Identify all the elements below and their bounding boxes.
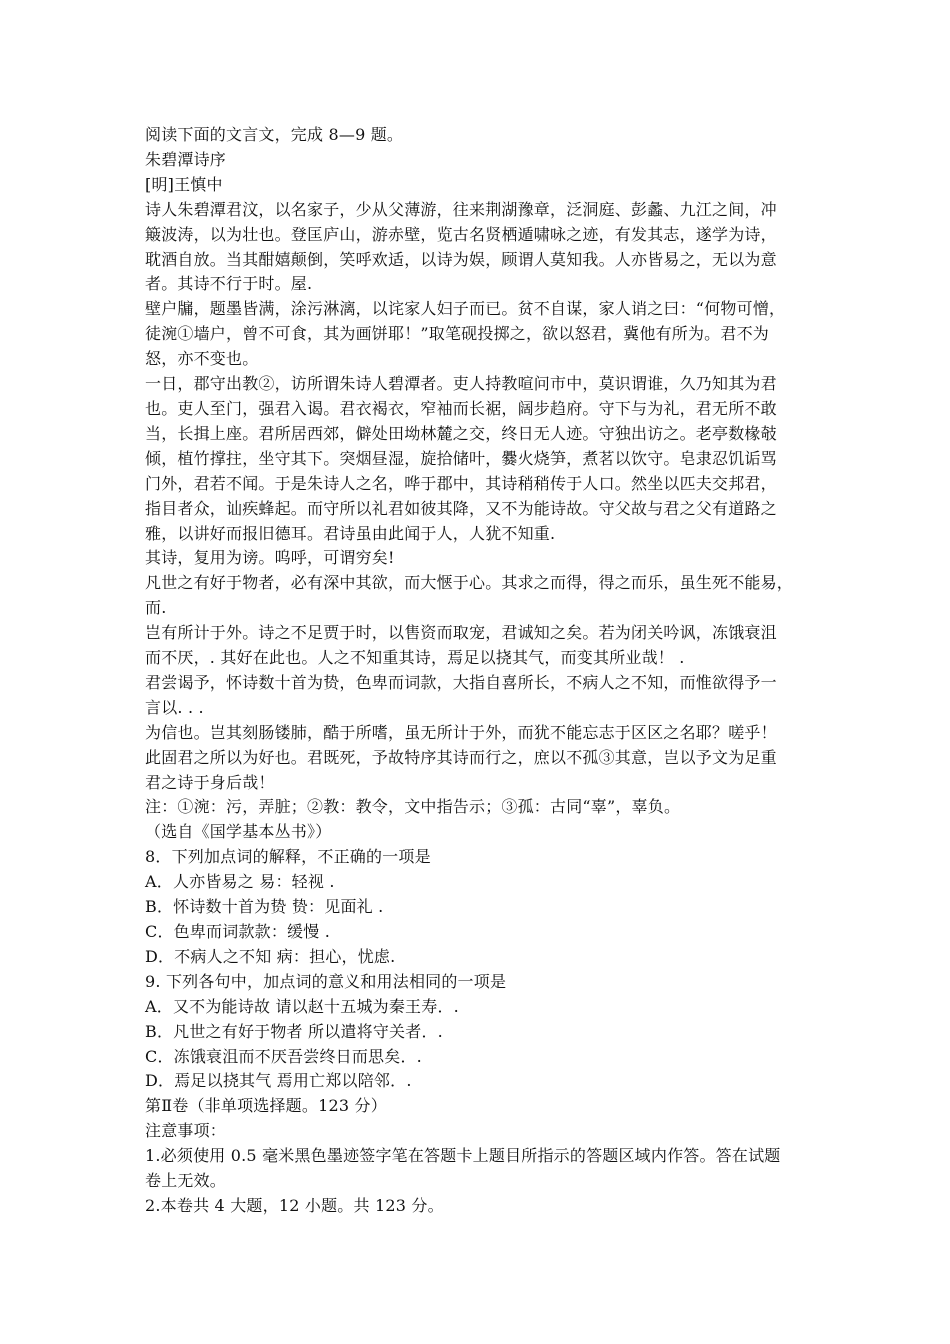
text-line: 也。吏人至门，强君入谒。君衣褐衣，窄袖而长裾，阔步趋府。守下与为礼，君无所不敢: [145, 398, 777, 418]
text-line: 卷上无效。: [145, 1171, 227, 1191]
question-8-stem: 8．下列加点词的解释，不正确的一项是: [145, 847, 431, 867]
text-line: 阅读下面的文言文，完成 8—9 题。: [145, 125, 404, 144]
text-line: 簸波涛，以为壮也。登匡庐山，游赤壁，览古名贤栖遁啸咏之迹，有发其志，遂学为诗，: [145, 224, 777, 244]
question-9-option-c: C．冻饿衰沮而不厌吾尝终日而思矣．.: [145, 1046, 422, 1066]
question-9-option-d: D．焉足以挠其气 焉用亡郑以陪邻．.: [145, 1071, 412, 1091]
text-line: 壁户牖，题墨皆满，涂污淋漓，以诧家人妇子而已。贫不自谋，家人诮之曰：“何物可憎，: [145, 299, 786, 319]
question-9-option-b: B．凡世之有好于物者 所以遣将守关者．.: [145, 1021, 443, 1041]
text-line: 徒涴①墙户，曾不可食，其为画饼耶！”取笔砚投掷之，欲以怒君，冀他有所为。君不为: [145, 324, 769, 344]
text-line: 岂有所计于外。诗之不足贾于时，以售资而取宠，君诚知之矣。若为闭关吟讽，冻饿衰沮: [145, 623, 777, 643]
question-9-stem: 9. 下列各句中，加点词的意义和用法相同的一项是: [145, 971, 507, 991]
text-line: 指目者众，讪疾蜂起。而守所以礼君如彼其降，又不为能诗故。守父故与君之父有道路之: [145, 498, 777, 518]
text-line: 诗人朱碧潭君汶，以名家子，少从父薄游，往来荆湖豫章，泛洞庭、彭蠡、九江之间，冲: [145, 199, 777, 219]
text-line: 耽酒自放。当其酣嬉颠倒，笑呼欢适，以诗为娱，顾谓人莫知我。人亦皆易之，无以为意: [145, 249, 777, 269]
text-line: 朱碧潭诗序: [145, 149, 227, 169]
text-line: 其诗，复用为谤。呜呼，可谓穷矣!: [145, 548, 395, 568]
question-8-option-d: D．不病人之不知 病：担心，忧虑.: [145, 946, 396, 966]
text-line: （选自《国学基本丛书》）: [145, 822, 332, 842]
question-8-option-a: A．人亦皆易之 易：轻视 .: [145, 872, 335, 892]
text-line: 为信也。岂其刻肠镂肺，酷于所嗜，虽无所计于外，而犹不能忘志于区区之名耶？嗟乎！: [145, 722, 777, 742]
section-heading: 第Ⅱ卷（非单项选择题。123 分）: [145, 1096, 387, 1116]
text-line: 怒，亦不变也。: [145, 349, 259, 369]
text-line: 注：①涴：污，弄脏；②教：教令，文中指告示；③孤：古同“辜”，辜负。: [145, 797, 681, 817]
question-8-option-b: B．怀诗数十首为贽 贽：见面礼 .: [145, 897, 384, 917]
text-line: 当，长揖上座。君所居西郊，僻处田坳林麓之交，终日无人迹。守独出访之。老亭数椽攲: [145, 423, 777, 443]
text-line: 而不厌，. 其好在此也。人之不知重其诗，焉足以挠其气，而变其所业哉！ .: [145, 648, 685, 668]
text-line: 注意事项：: [145, 1121, 227, 1141]
text-line: [明]王慎中: [145, 174, 223, 194]
text-line: 1.必须使用 0.5 毫米黑色墨迹签字笔在答题卡上题目所指示的答题区域内作答。答在试题: [145, 1146, 781, 1166]
text-line: 者。其诗不行于时。屋.: [145, 274, 313, 294]
text-line: 门外，君若不闻。于是朱诗人之名，哗于郡中，其诗稍稍传于人口。然坐以匹夫交邦君，: [145, 473, 777, 493]
text-line: 此固君之所以为好也。君既死，予故特序其诗而行之，庶以不孤③其意，岂以予文为足重: [145, 747, 777, 767]
text-line: 一日，郡守出教②，访所谓朱诗人碧潭者。吏人持教喧问市中，莫识谓谁，久乃知其为君: [145, 374, 777, 394]
text-line: 言以. . .: [145, 697, 204, 717]
text-line: 雅，以讲好而报旧德耳。君诗虽由此闻于人，人犹不知重.: [145, 523, 556, 543]
text-line: 凡世之有好于物者，必有深中其欲，而大惬于心。其求之而得，得之而乐，虽生死不能易，: [145, 573, 794, 593]
question-9-option-a: A．又不为能诗故 请以赵十五城为秦王寿．.: [145, 996, 459, 1016]
text-line: 君之诗于身后哉！: [145, 772, 275, 792]
text-line: 君尝谒予，怀诗数十首为贽，色卑而词款，大指自喜所长，不病人之不知，而惟欲得予一: [145, 672, 777, 692]
text-line: 而.: [145, 598, 167, 618]
text-line: 2.本卷共 4 大题，12 小题。共 123 分。: [145, 1195, 444, 1215]
text-line: 倾，植竹撑拄，坐守其下。突烟昼湿，旋拾储叶，爨火烧笋，煮茗以饮守。皂隶忍饥诟骂: [145, 448, 777, 468]
question-8-option-c: C．色卑而词款款：缓慢 .: [145, 922, 331, 941]
